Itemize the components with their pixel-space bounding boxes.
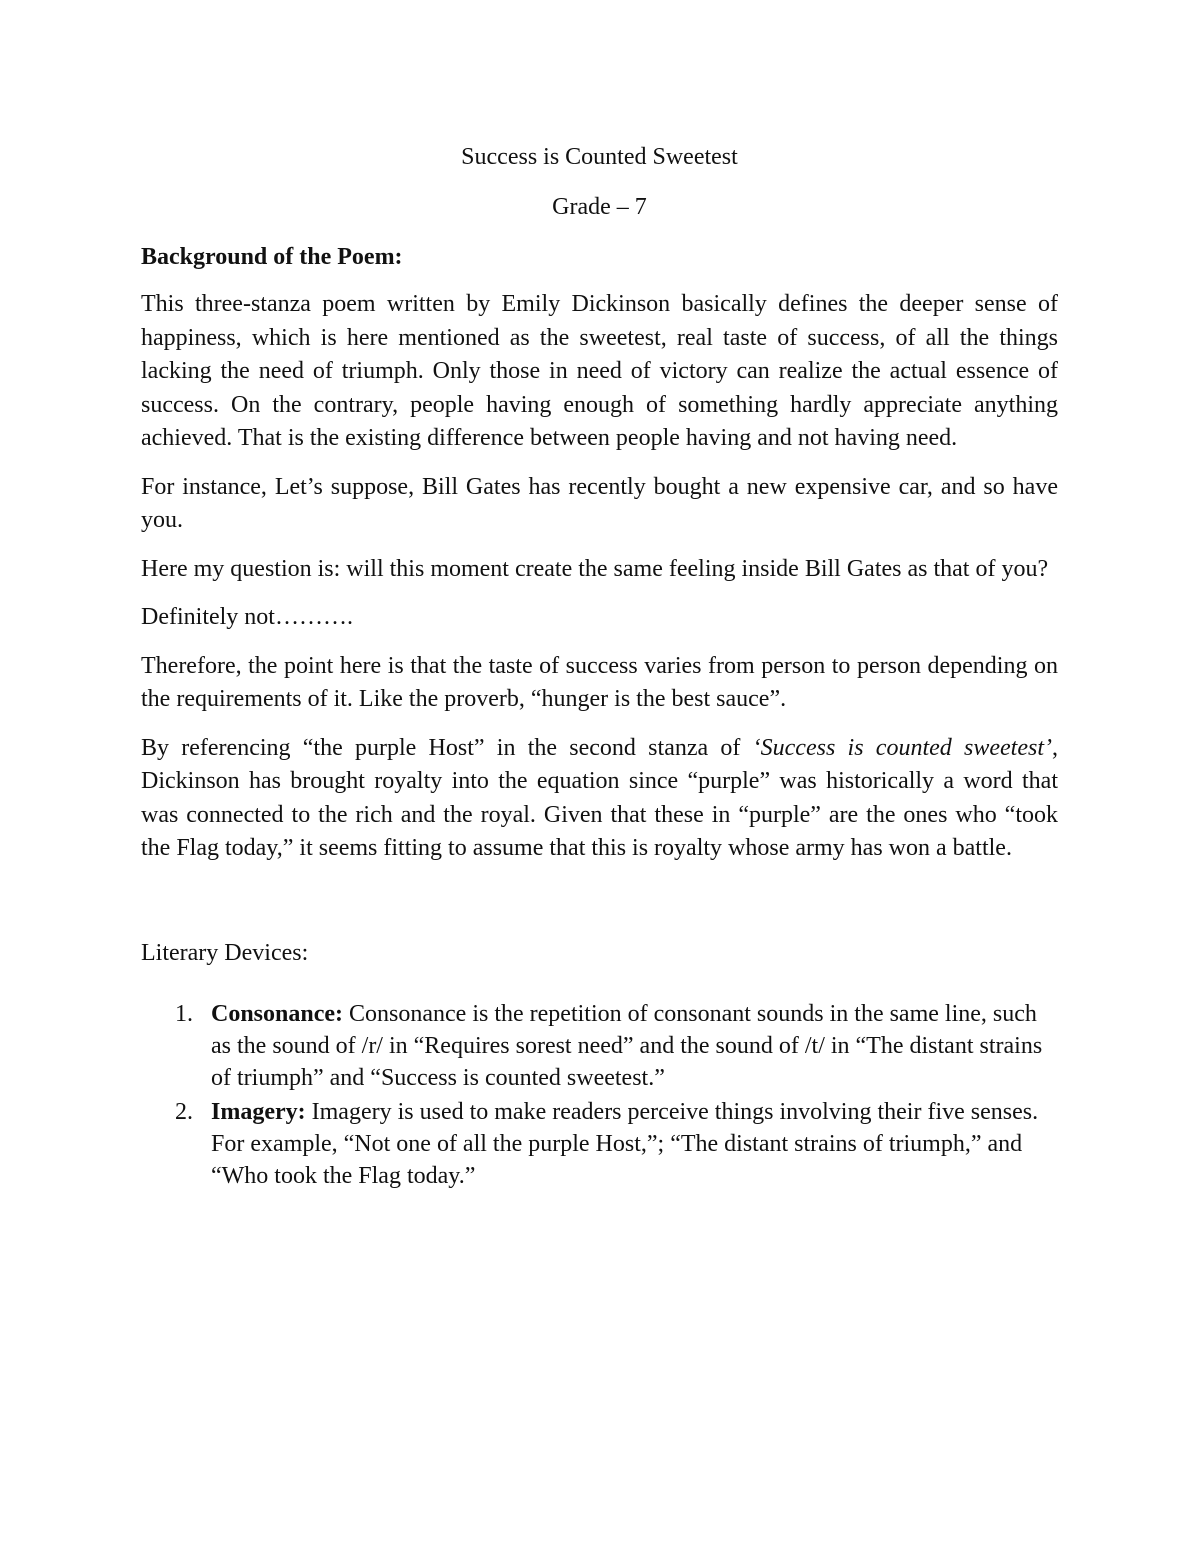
paragraph-example: For instance, Let’s suppose, Bill Gates has recently bought a new expensive car, and so have you. [141,473,1058,533]
device-description: Imagery is used to make readers perceive things involving their five senses. For example, “Not one of all the purple Host,”; “The distant strains of triumph,” and “Who took the Flag today.” [211,1098,1039,1189]
list-item-number: 2. [175,1098,193,1125]
list-item [141,1096,1058,1192]
paragraph-question: Here my question is: will this moment create the same feeling inside Bill Gates as that of you? [141,555,1049,582]
list-item [141,998,1058,1094]
paragraph-definition: This three-stanza poem written by Emily Dickinson basically defines the deeper sense of happiness, which is here mentioned as the sweetest, real taste of success, of all the things lacking the need of triumph. Only those in need of victory can realize the actual essence of success. On the contrary, people having enough of something hardly appreciate anything achieved. That is the existing difference between people having and not having need. [141,291,1058,451]
background-heading: Background of the Poem: [141,244,403,270]
grade-label: Grade – 7 [552,194,647,220]
poem-title-italic: ‘Success is counted sweetest’ [752,734,1052,761]
document-title: Success is Counted Sweetest [461,144,738,170]
paragraph-purple-host [141,732,1058,866]
device-term: Consonance: [211,1000,344,1027]
paragraph-answer: Definitely not………. [141,604,353,630]
paragraph-conclusion: Therefore, the point here is that the taste of success varies from person to person depending on the requirements of it. Like the proverb, “hunger is the best sauce”. [141,652,1058,712]
literary-devices-list [141,998,1058,1192]
document-page [141,140,1058,1194]
paragraph-purple-host-end: , Dickinson has brought royalty into the equation since “purple” was historically a word that was connected to the rich and the royal. Given that these in “purple” are the ones who “took the Flag today,” it seems fitting to assume that this is royalty whose army has won a battle. [141,734,1058,861]
device-description: Consonance is the repetition of consonant sounds in the same line, such as the sound of /r/ in “Requires sorest need” and the sound of /t/ in “The distant strains of triumph” and “Success is counted sweetest.” [211,1000,1043,1091]
device-term: Imagery: [211,1098,306,1125]
paragraph-purple-host-start: By referencing “the purple Host” in the second stanza of [141,734,753,761]
list-item-number: 1. [175,1000,193,1027]
literary-devices-label: Literary Devices: [141,939,309,966]
